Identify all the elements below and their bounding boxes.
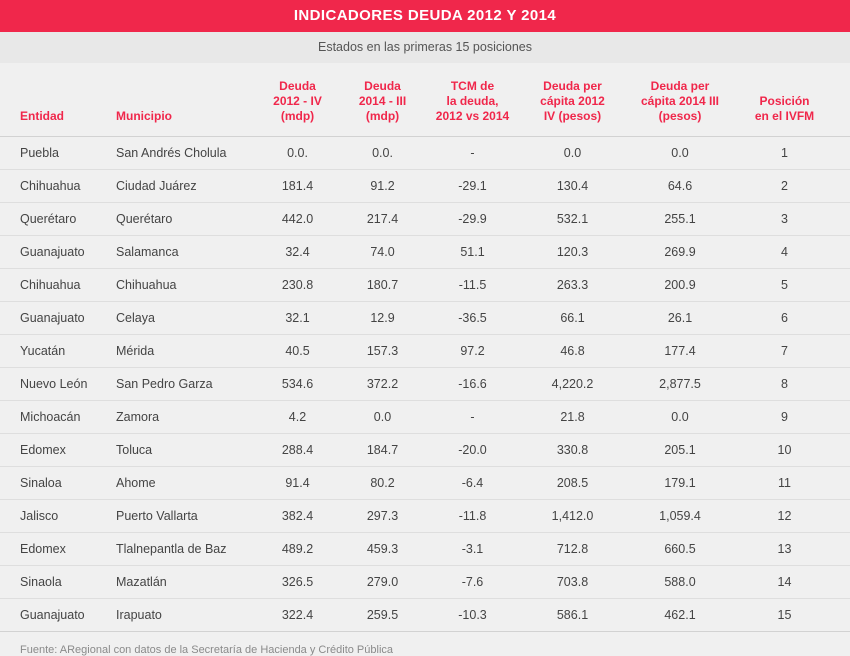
cell-entidad: Edomex [0, 533, 110, 566]
cell-deuda-2012: 534.6 [255, 368, 340, 401]
cell-municipio: Salamanca [110, 236, 255, 269]
column-header-tcm [425, 63, 520, 137]
cell-tcm: - [425, 401, 520, 434]
cell-tcm: -36.5 [425, 302, 520, 335]
cell-deuda-2014: 372.2 [340, 368, 425, 401]
cell-municipio: Mazatlán [110, 566, 255, 599]
column-header-tcm-line2: la deuda, [446, 94, 499, 108]
table-row [0, 599, 850, 632]
cell-percapita-2014: 26.1 [625, 302, 735, 335]
column-header-entidad: Entidad [0, 63, 110, 137]
cell-percapita-2012: 66.1 [520, 302, 625, 335]
cell-percapita-2012: 120.3 [520, 236, 625, 269]
cell-tcm: -29.1 [425, 170, 520, 203]
column-header-percapita-2012-line3: IV (pesos) [543, 109, 602, 123]
cell-deuda-2012: 181.4 [255, 170, 340, 203]
cell-percapita-2012: 330.8 [520, 434, 625, 467]
table-row [0, 500, 850, 533]
cell-posicion: 13 [735, 533, 850, 566]
cell-municipio: Mérida [110, 335, 255, 368]
cell-municipio: Irapuato [110, 599, 255, 632]
cell-entidad: Querétaro [0, 203, 110, 236]
table-row [0, 566, 850, 599]
cell-municipio: Chihuahua [110, 269, 255, 302]
cell-percapita-2014: 1,059.4 [625, 500, 735, 533]
cell-deuda-2012: 32.4 [255, 236, 340, 269]
cell-deuda-2012: 442.0 [255, 203, 340, 236]
column-header-percapita-2014 [625, 63, 735, 137]
cell-tcm: -20.0 [425, 434, 520, 467]
cell-deuda-2014: 12.9 [340, 302, 425, 335]
cell-municipio: Querétaro [110, 203, 255, 236]
cell-deuda-2014: 0.0. [340, 137, 425, 170]
cell-percapita-2014: 660.5 [625, 533, 735, 566]
cell-tcm: -11.8 [425, 500, 520, 533]
column-header-deuda-2012-line3: (mdp) [280, 109, 315, 123]
table-row [0, 368, 850, 401]
cell-municipio: Toluca [110, 434, 255, 467]
cell-deuda-2014: 259.5 [340, 599, 425, 632]
page-subtitle: Estados en las primeras 15 posiciones [0, 32, 850, 63]
cell-percapita-2014: 588.0 [625, 566, 735, 599]
cell-percapita-2012: 712.8 [520, 533, 625, 566]
column-header-deuda-2012-line1: Deuda [279, 79, 316, 93]
cell-entidad: Yucatán [0, 335, 110, 368]
cell-posicion: 14 [735, 566, 850, 599]
cell-posicion: 4 [735, 236, 850, 269]
cell-percapita-2012: 4,220.2 [520, 368, 625, 401]
cell-municipio: Tlalnepantla de Baz [110, 533, 255, 566]
cell-deuda-2014: 459.3 [340, 533, 425, 566]
cell-tcm: -29.9 [425, 203, 520, 236]
table-row [0, 302, 850, 335]
cell-tcm: -11.5 [425, 269, 520, 302]
table-header [0, 63, 850, 137]
cell-tcm: - [425, 137, 520, 170]
cell-deuda-2012: 288.4 [255, 434, 340, 467]
cell-deuda-2014: 74.0 [340, 236, 425, 269]
table-row [0, 137, 850, 170]
table-header-row [0, 63, 850, 137]
table-row [0, 236, 850, 269]
cell-entidad: Puebla [0, 137, 110, 170]
table-row [0, 434, 850, 467]
source-note: Fuente: ARegional con datos de la Secretaría de Hacienda y Crédito Pública [20, 644, 394, 656]
table-row [0, 401, 850, 434]
cell-entidad: Sinaola [0, 566, 110, 599]
cell-municipio: Zamora [110, 401, 255, 434]
table-row [0, 467, 850, 500]
cell-percapita-2014: 0.0 [625, 401, 735, 434]
cell-percapita-2014: 200.9 [625, 269, 735, 302]
cell-percapita-2012: 130.4 [520, 170, 625, 203]
cell-percapita-2014: 462.1 [625, 599, 735, 632]
cell-municipio: Celaya [110, 302, 255, 335]
cell-deuda-2014: 91.2 [340, 170, 425, 203]
page-title: INDICADORES DEUDA 2012 Y 2014 [0, 0, 850, 32]
cell-percapita-2012: 263.3 [520, 269, 625, 302]
cell-posicion: 11 [735, 467, 850, 500]
debt-indicators-table [0, 63, 850, 632]
cell-deuda-2014: 217.4 [340, 203, 425, 236]
cell-tcm: -10.3 [425, 599, 520, 632]
cell-posicion: 3 [735, 203, 850, 236]
cell-tcm: -7.6 [425, 566, 520, 599]
cell-tcm: 97.2 [425, 335, 520, 368]
cell-posicion: 5 [735, 269, 850, 302]
cell-entidad: Guanajuato [0, 302, 110, 335]
column-header-deuda-2014-line3: (mdp) [365, 109, 400, 123]
cell-percapita-2014: 177.4 [625, 335, 735, 368]
column-header-municipio: Municipio [110, 63, 255, 137]
column-header-percapita-2012 [520, 63, 625, 137]
column-header-deuda-2012 [255, 63, 340, 137]
column-header-percapita-2014-line3: (pesos) [658, 109, 702, 123]
cell-percapita-2012: 0.0 [520, 137, 625, 170]
cell-deuda-2014: 0.0 [340, 401, 425, 434]
cell-percapita-2014: 2,877.5 [625, 368, 735, 401]
cell-entidad: Jalisco [0, 500, 110, 533]
column-header-deuda-2012-line2: 2012 - IV [273, 94, 322, 108]
cell-percapita-2014: 205.1 [625, 434, 735, 467]
cell-deuda-2014: 279.0 [340, 566, 425, 599]
column-header-posicion-line1: Posición [759, 94, 810, 108]
cell-percapita-2012: 1,412.0 [520, 500, 625, 533]
cell-percapita-2012: 21.8 [520, 401, 625, 434]
cell-deuda-2012: 91.4 [255, 467, 340, 500]
cell-posicion: 8 [735, 368, 850, 401]
cell-percapita-2012: 586.1 [520, 599, 625, 632]
column-header-percapita-2012-line2: cápita 2012 [540, 94, 605, 108]
cell-posicion: 6 [735, 302, 850, 335]
column-header-percapita-2014-line2: cápita 2014 III [640, 94, 720, 108]
column-header-posicion-ivfm [735, 63, 850, 137]
cell-municipio: Ahome [110, 467, 255, 500]
cell-entidad: Michoacán [0, 401, 110, 434]
cell-entidad: Nuevo León [0, 368, 110, 401]
cell-percapita-2012: 703.8 [520, 566, 625, 599]
column-header-deuda-2014 [340, 63, 425, 137]
cell-percapita-2014: 64.6 [625, 170, 735, 203]
cell-posicion: 7 [735, 335, 850, 368]
cell-deuda-2014: 157.3 [340, 335, 425, 368]
cell-posicion: 1 [735, 137, 850, 170]
cell-percapita-2012: 532.1 [520, 203, 625, 236]
cell-entidad: Sinaloa [0, 467, 110, 500]
column-header-deuda-2014-line1: Deuda [364, 79, 401, 93]
column-header-tcm-line3: 2012 vs 2014 [435, 109, 510, 123]
cell-municipio: San Pedro Garza [110, 368, 255, 401]
cell-percapita-2014: 255.1 [625, 203, 735, 236]
cell-deuda-2014: 184.7 [340, 434, 425, 467]
cell-deuda-2012: 382.4 [255, 500, 340, 533]
table-row [0, 269, 850, 302]
table-row [0, 170, 850, 203]
cell-deuda-2014: 80.2 [340, 467, 425, 500]
cell-deuda-2014: 180.7 [340, 269, 425, 302]
cell-entidad: Chihuahua [0, 170, 110, 203]
cell-entidad: Guanajuato [0, 236, 110, 269]
cell-percapita-2014: 179.1 [625, 467, 735, 500]
cell-percapita-2014: 0.0 [625, 137, 735, 170]
cell-municipio: Puerto Vallarta [110, 500, 255, 533]
cell-entidad: Chihuahua [0, 269, 110, 302]
table-row [0, 533, 850, 566]
cell-entidad: Edomex [0, 434, 110, 467]
table-row [0, 335, 850, 368]
cell-deuda-2012: 32.1 [255, 302, 340, 335]
cell-deuda-2012: 40.5 [255, 335, 340, 368]
cell-posicion: 10 [735, 434, 850, 467]
column-header-posicion-line2: en el IVFM [754, 109, 815, 123]
column-header-deuda-2014-line2: 2014 - III [358, 94, 407, 108]
cell-entidad: Guanajuato [0, 599, 110, 632]
cell-percapita-2012: 208.5 [520, 467, 625, 500]
cell-deuda-2012: 230.8 [255, 269, 340, 302]
cell-deuda-2012: 0.0. [255, 137, 340, 170]
cell-deuda-2014: 297.3 [340, 500, 425, 533]
column-header-percapita-2014-line1: Deuda per [650, 79, 710, 93]
cell-posicion: 12 [735, 500, 850, 533]
cell-percapita-2014: 269.9 [625, 236, 735, 269]
cell-municipio: San Andrés Cholula [110, 137, 255, 170]
cell-posicion: 9 [735, 401, 850, 434]
cell-municipio: Ciudad Juárez [110, 170, 255, 203]
cell-tcm: -16.6 [425, 368, 520, 401]
cell-tcm: -3.1 [425, 533, 520, 566]
column-header-percapita-2012-line1: Deuda per [543, 79, 602, 93]
cell-deuda-2012: 326.5 [255, 566, 340, 599]
cell-deuda-2012: 4.2 [255, 401, 340, 434]
cell-posicion: 2 [735, 170, 850, 203]
cell-tcm: -6.4 [425, 467, 520, 500]
table-row [0, 203, 850, 236]
column-header-tcm-line1: TCM de [450, 79, 495, 93]
cell-posicion: 15 [735, 599, 850, 632]
cell-tcm: 51.1 [425, 236, 520, 269]
cell-percapita-2012: 46.8 [520, 335, 625, 368]
cell-deuda-2012: 322.4 [255, 599, 340, 632]
table-body [0, 137, 850, 632]
cell-deuda-2012: 489.2 [255, 533, 340, 566]
